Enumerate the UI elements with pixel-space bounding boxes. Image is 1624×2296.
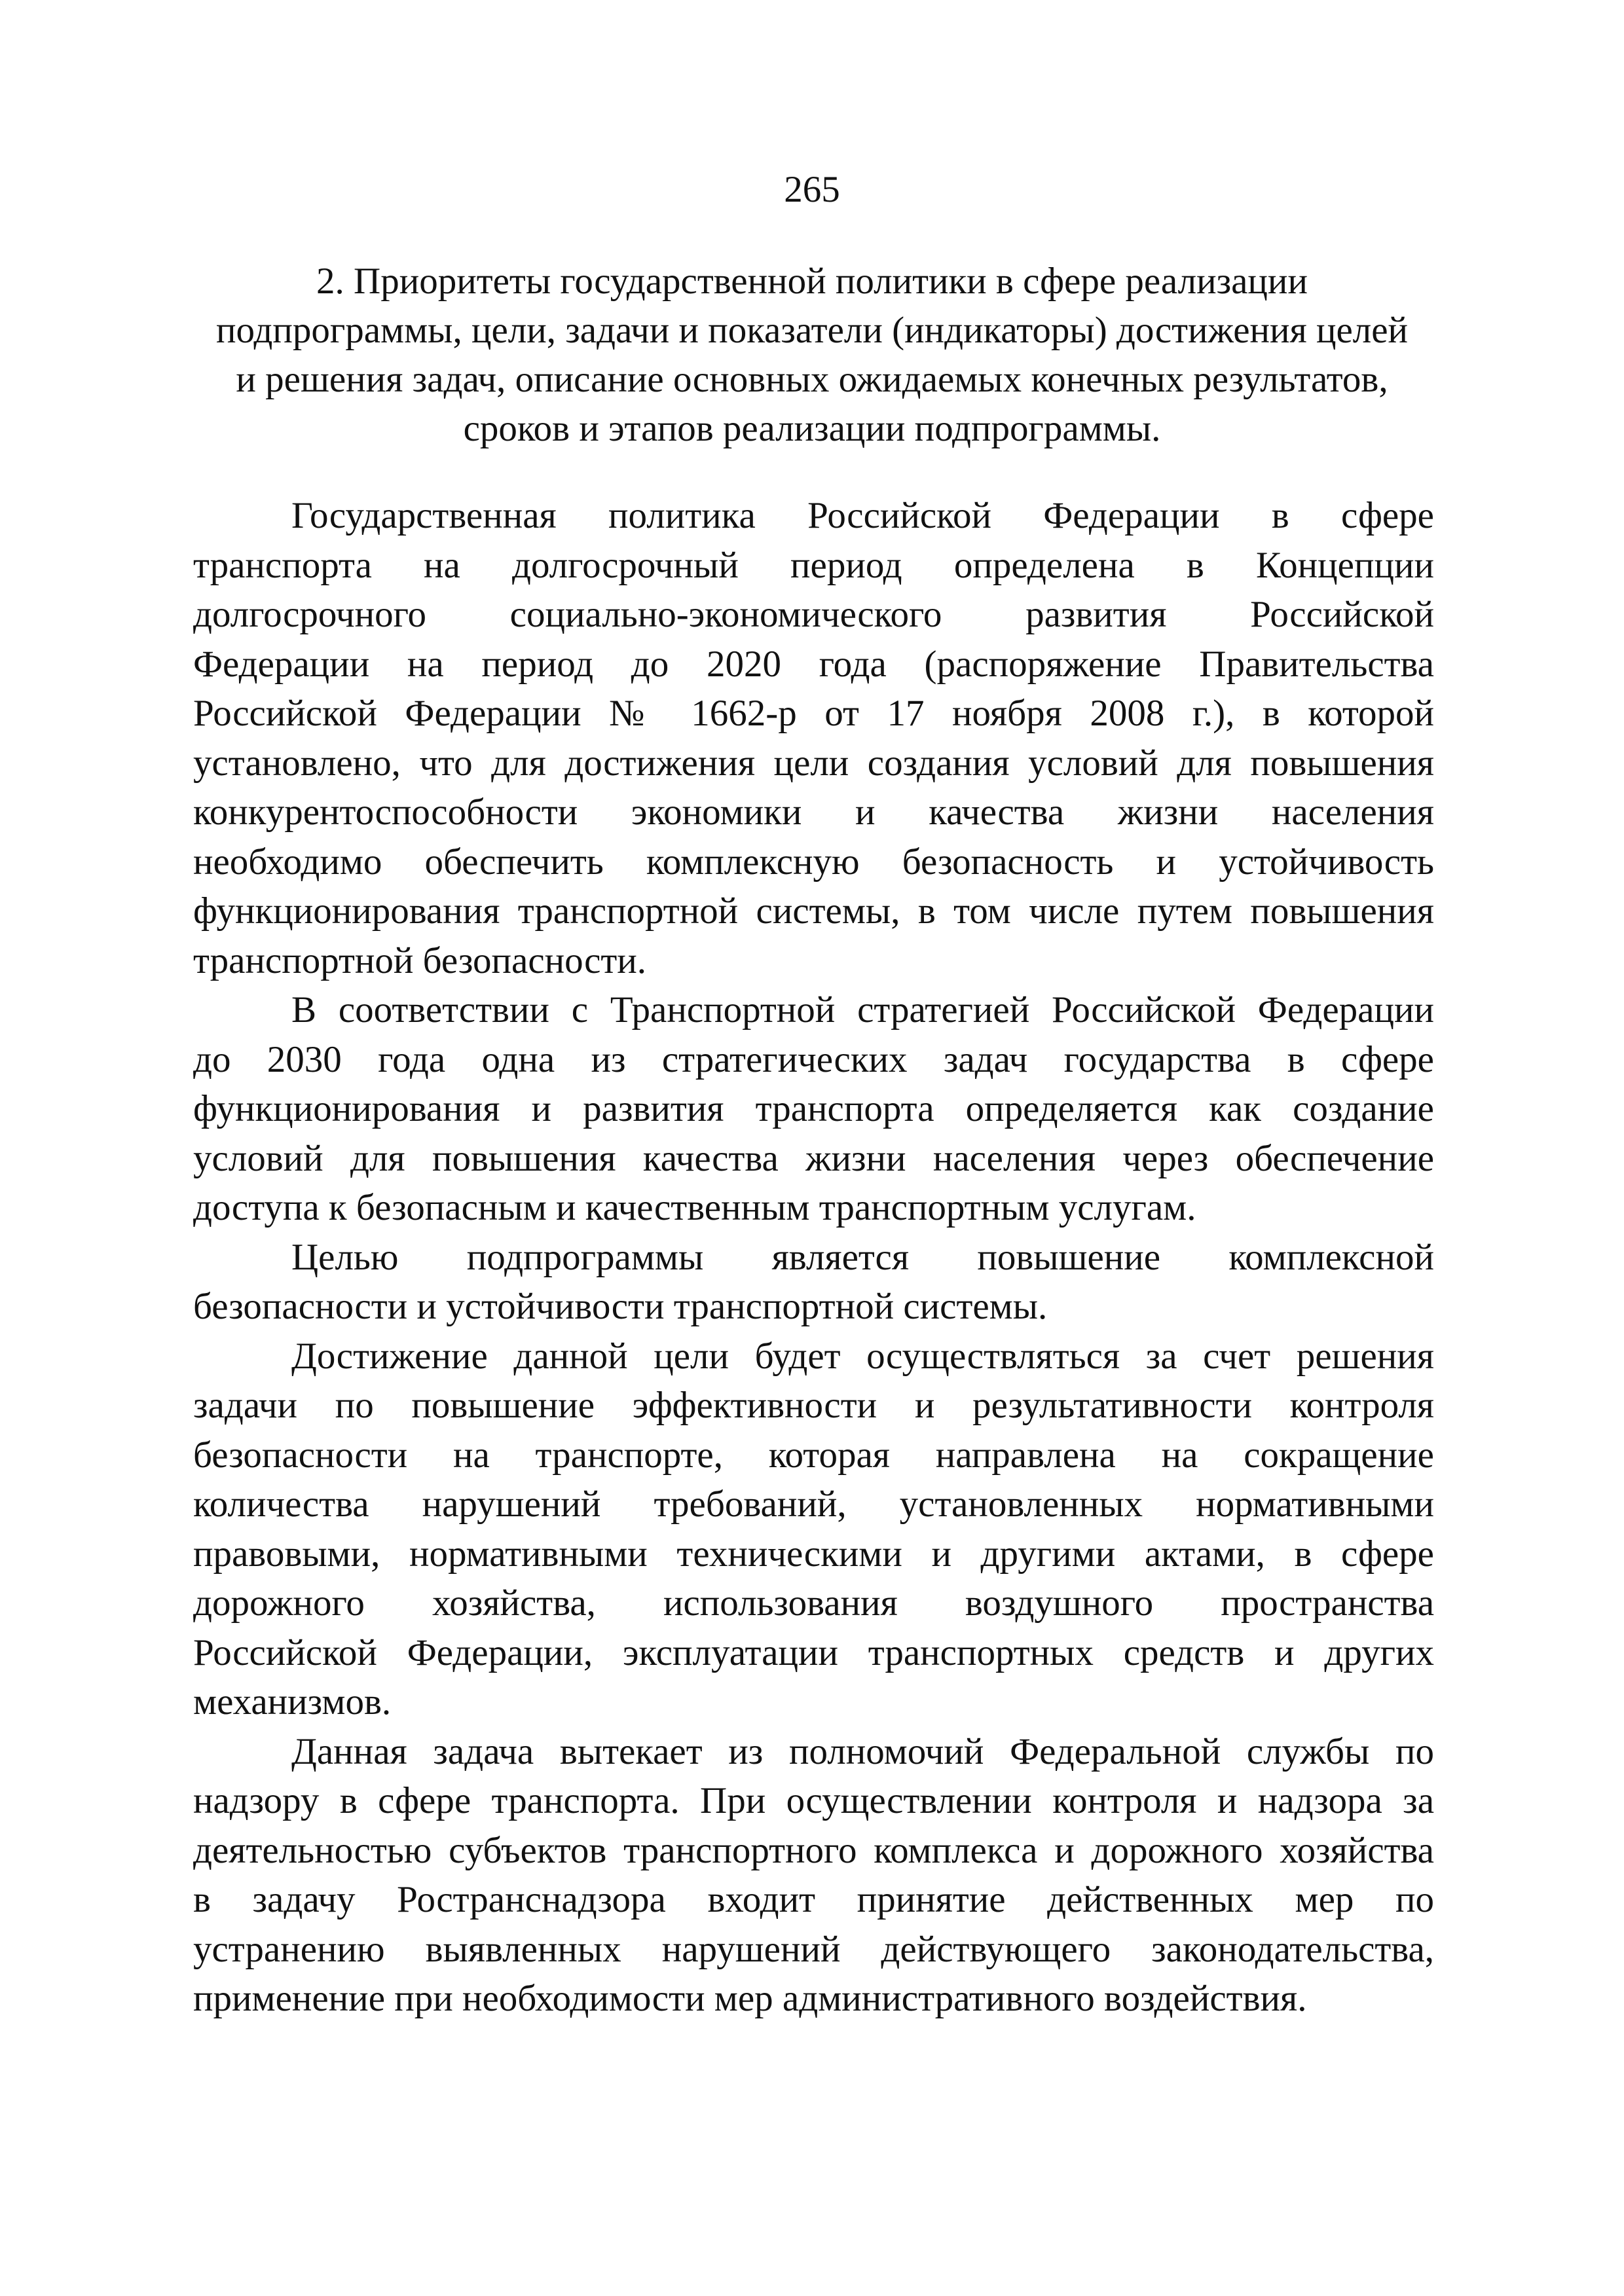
- paragraph-transport-strategy: [193, 985, 1434, 1233]
- paragraph-line: надзору в сфере транспорта. При осуществлении контроля и надзора за: [193, 1780, 1434, 1821]
- heading-line: и решения задач, описание основных ожидаемых конечных результатов,: [236, 359, 1388, 400]
- paragraph-line: до 2030 года одна из стратегических задач государства в сфере: [193, 1038, 1434, 1080]
- paragraph-line: функционирования транспортной системы, в том числе путем повышения: [193, 890, 1434, 932]
- paragraph-goal-achievement: [193, 1332, 1434, 1727]
- document-body: [193, 491, 1434, 2024]
- paragraph-line: Российской Федерации № 1662-р от 17 ноября 2008 г.), в которой: [193, 693, 1434, 734]
- paragraph-line: в задачу Ространснадзора входит принятие действенных мер по: [193, 1879, 1434, 1920]
- paragraph-line: долгосрочного социально-экономического развития Российской: [193, 594, 1434, 635]
- paragraph-line: доступа к безопасным и качественным транспортным услугам.: [193, 1187, 1196, 1228]
- paragraph-line: конкурентоспособности экономики и качества жизни населения: [193, 792, 1434, 833]
- paragraph-line: установлено, что для достижения цели создания условий для повышения: [193, 742, 1434, 784]
- paragraph-line: безопасности на транспорте, которая направлена на сокращение: [193, 1434, 1434, 1476]
- paragraph-line: Данная задача вытекает из полномочий Федеральной службы по: [291, 1730, 1434, 1772]
- heading-line: сроков и этапов реализации подпрограммы.: [463, 408, 1161, 449]
- heading-line: 2. Приоритеты государственной политики в сфере реализации: [316, 261, 1308, 302]
- heading-line: подпрограммы, цели, задачи и показатели (индикаторы) достижения целей: [215, 310, 1409, 351]
- paragraph-line: количества нарушений требований, установленных нормативными: [193, 1484, 1434, 1525]
- paragraph-line: транспортной безопасности.: [193, 939, 647, 981]
- paragraph-line: транспорта на долгосрочный период определена в Концепции: [193, 544, 1434, 586]
- paragraph-line: Федерации на период до 2020 года (распоряжение Правительства: [193, 643, 1434, 685]
- paragraph-subprogram-goal: [193, 1233, 1434, 1332]
- section-heading: [196, 257, 1428, 453]
- paragraph-line: условий для повышения качества жизни населения через обеспечение: [193, 1137, 1434, 1179]
- paragraph-line: деятельностью субъектов транспортного комплекса и дорожного хозяйства: [193, 1829, 1434, 1871]
- paragraph-line: Государственная политика Российской Федерации в сфере: [291, 495, 1434, 536]
- paragraph-line: задачи по повышение эффективности и результативности контроля: [193, 1385, 1434, 1426]
- paragraph-line: устранению выявленных нарушений действующего законодательства,: [193, 1928, 1434, 1970]
- paragraph-line: применение при необходимости мер административного воздействия.: [193, 1978, 1307, 2019]
- paragraph-line: правовыми, нормативными техническими и другими актами, в сфере: [193, 1533, 1434, 1575]
- paragraph-line: дорожного хозяйства, использования воздушного пространства: [193, 1582, 1434, 1624]
- paragraph-line: В соответствии с Транспортной стратегией Российской Федерации: [291, 989, 1434, 1030]
- paragraph-line: необходимо обеспечить комплексную безопасность и устойчивость: [193, 841, 1434, 883]
- paragraph-line: безопасности и устойчивости транспортной системы.: [193, 1286, 1048, 1327]
- paragraph-line: Достижение данной цели будет осуществляться за счет решения: [291, 1335, 1434, 1377]
- paragraph-line: механизмов.: [193, 1681, 392, 1722]
- paragraph-state-policy: [193, 491, 1434, 985]
- paragraph-line: Целью подпрограммы является повышение комплексной: [291, 1236, 1434, 1278]
- page-number: 265: [784, 169, 840, 210]
- paragraph-line: функционирования и развития транспорта определяется как создание: [193, 1088, 1434, 1129]
- paragraph-supervision-task: [193, 1727, 1434, 2024]
- paragraph-line: Российской Федерации, эксплуатации транспортных средств и других: [193, 1631, 1434, 1673]
